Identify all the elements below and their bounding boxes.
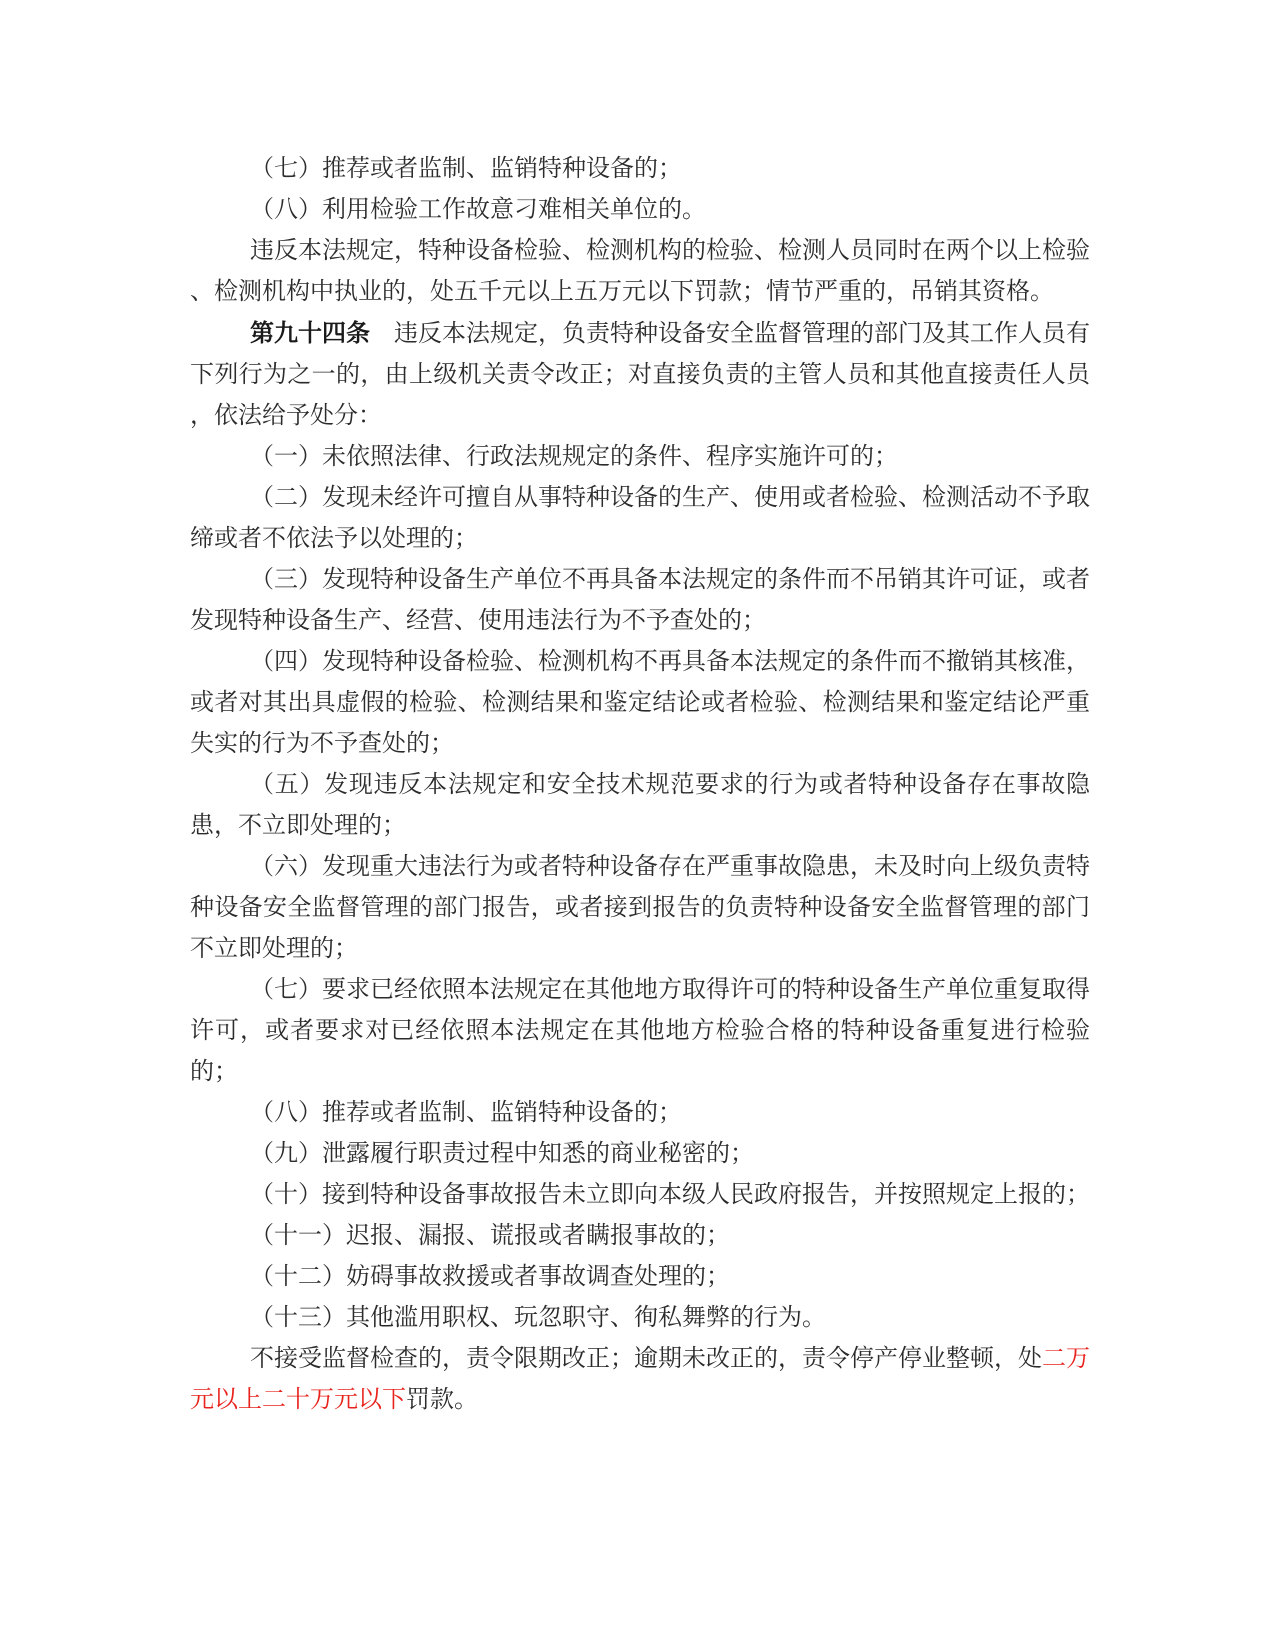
final-penalty-paragraph <box>190 1338 1090 1420</box>
article-94-item-5: （五）发现违反本法规定和安全技术规范要求的行为或者特种设备存在事故隐患，不立即处理的； <box>190 770 1090 839</box>
final-penalty-highlight: 二万元以上二十万元以下 <box>190 1344 1090 1413</box>
article-94-item-4: （四）发现特种设备检验、检测机构不再具备本法规定的条件而不撤销其核准，或者对其出具虚假的检验、检测结果和鉴定结论或者检验、检测结果和鉴定结论严重失实的行为不予查处的； <box>190 647 1090 757</box>
article-94-item-7: （七）要求已经依照本法规定在其他地方取得许可的特种设备生产单位重复取得许可，或者要求对已经依照本法规定在其他地方检验合格的特种设备重复进行检验的； <box>190 975 1090 1085</box>
article-94-item-13: （十三）其他滥用职权、玩忽职守、徇私舞弊的行为。 <box>250 1303 826 1331</box>
article-94-item-12: （十二）妨碍事故救援或者事故调查处理的； <box>250 1262 730 1290</box>
document-body <box>190 148 1090 1420</box>
article-94-item-1: （一）未依照法律、行政法规规定的条件、程序实施许可的； <box>250 442 898 470</box>
final-penalty-text-before: 不接受监督检查的，责令限期改正；逾期未改正的，责令停产停业整顿，处 <box>250 1344 1042 1372</box>
final-penalty-text-after: 罚款。 <box>406 1385 478 1413</box>
article-94-item-6: （六）发现重大违法行为或者特种设备存在严重事故隐患，未及时向上级负责特种设备安全监督管理的部门报告，或者接到报告的负责特种设备安全监督管理的部门不立即处理的； <box>190 852 1090 962</box>
article-94-heading: 第九十四条 <box>250 318 370 347</box>
article-94-intro-paragraph <box>190 312 1090 436</box>
list-item-7-prev: （七）推荐或者监制、监销特种设备的； <box>250 154 682 182</box>
paragraph-inspectors-penalty: 违反本法规定，特种设备检验、检测机构的检验、检测人员同时在两个以上检验、检测机构中执业的，处五千元以上五万元以下罚款；情节严重的，吊销其资格。 <box>190 236 1090 305</box>
article-94-intro: 违反本法规定，负责特种设备安全监督管理的部门及其工作人员有下列行为之一的，由上级机关责令改正；对直接负责的主管人员和其他直接责任人员，依法给予处分： <box>190 319 1090 429</box>
article-94-item-2: （二）发现未经许可擅自从事特种设备的生产、使用或者检验、检测活动不予取缔或者不依法予以处理的； <box>190 483 1090 552</box>
article-94-item-9: （九）泄露履行职责过程中知悉的商业秘密的； <box>250 1139 754 1167</box>
article-94-item-3: （三）发现特种设备生产单位不再具备本法规定的条件而不吊销其许可证，或者发现特种设备生产、经营、使用违法行为不予查处的； <box>190 565 1090 634</box>
article-94-item-10: （十）接到特种设备事故报告未立即向本级人民政府报告，并按照规定上报的； <box>250 1180 1090 1208</box>
list-item-8-prev: （八）利用检验工作故意刁难相关单位的。 <box>250 195 706 223</box>
article-94-item-8: （八）推荐或者监制、监销特种设备的； <box>250 1098 682 1126</box>
article-94-item-11: （十一）迟报、漏报、谎报或者瞒报事故的； <box>250 1221 730 1249</box>
